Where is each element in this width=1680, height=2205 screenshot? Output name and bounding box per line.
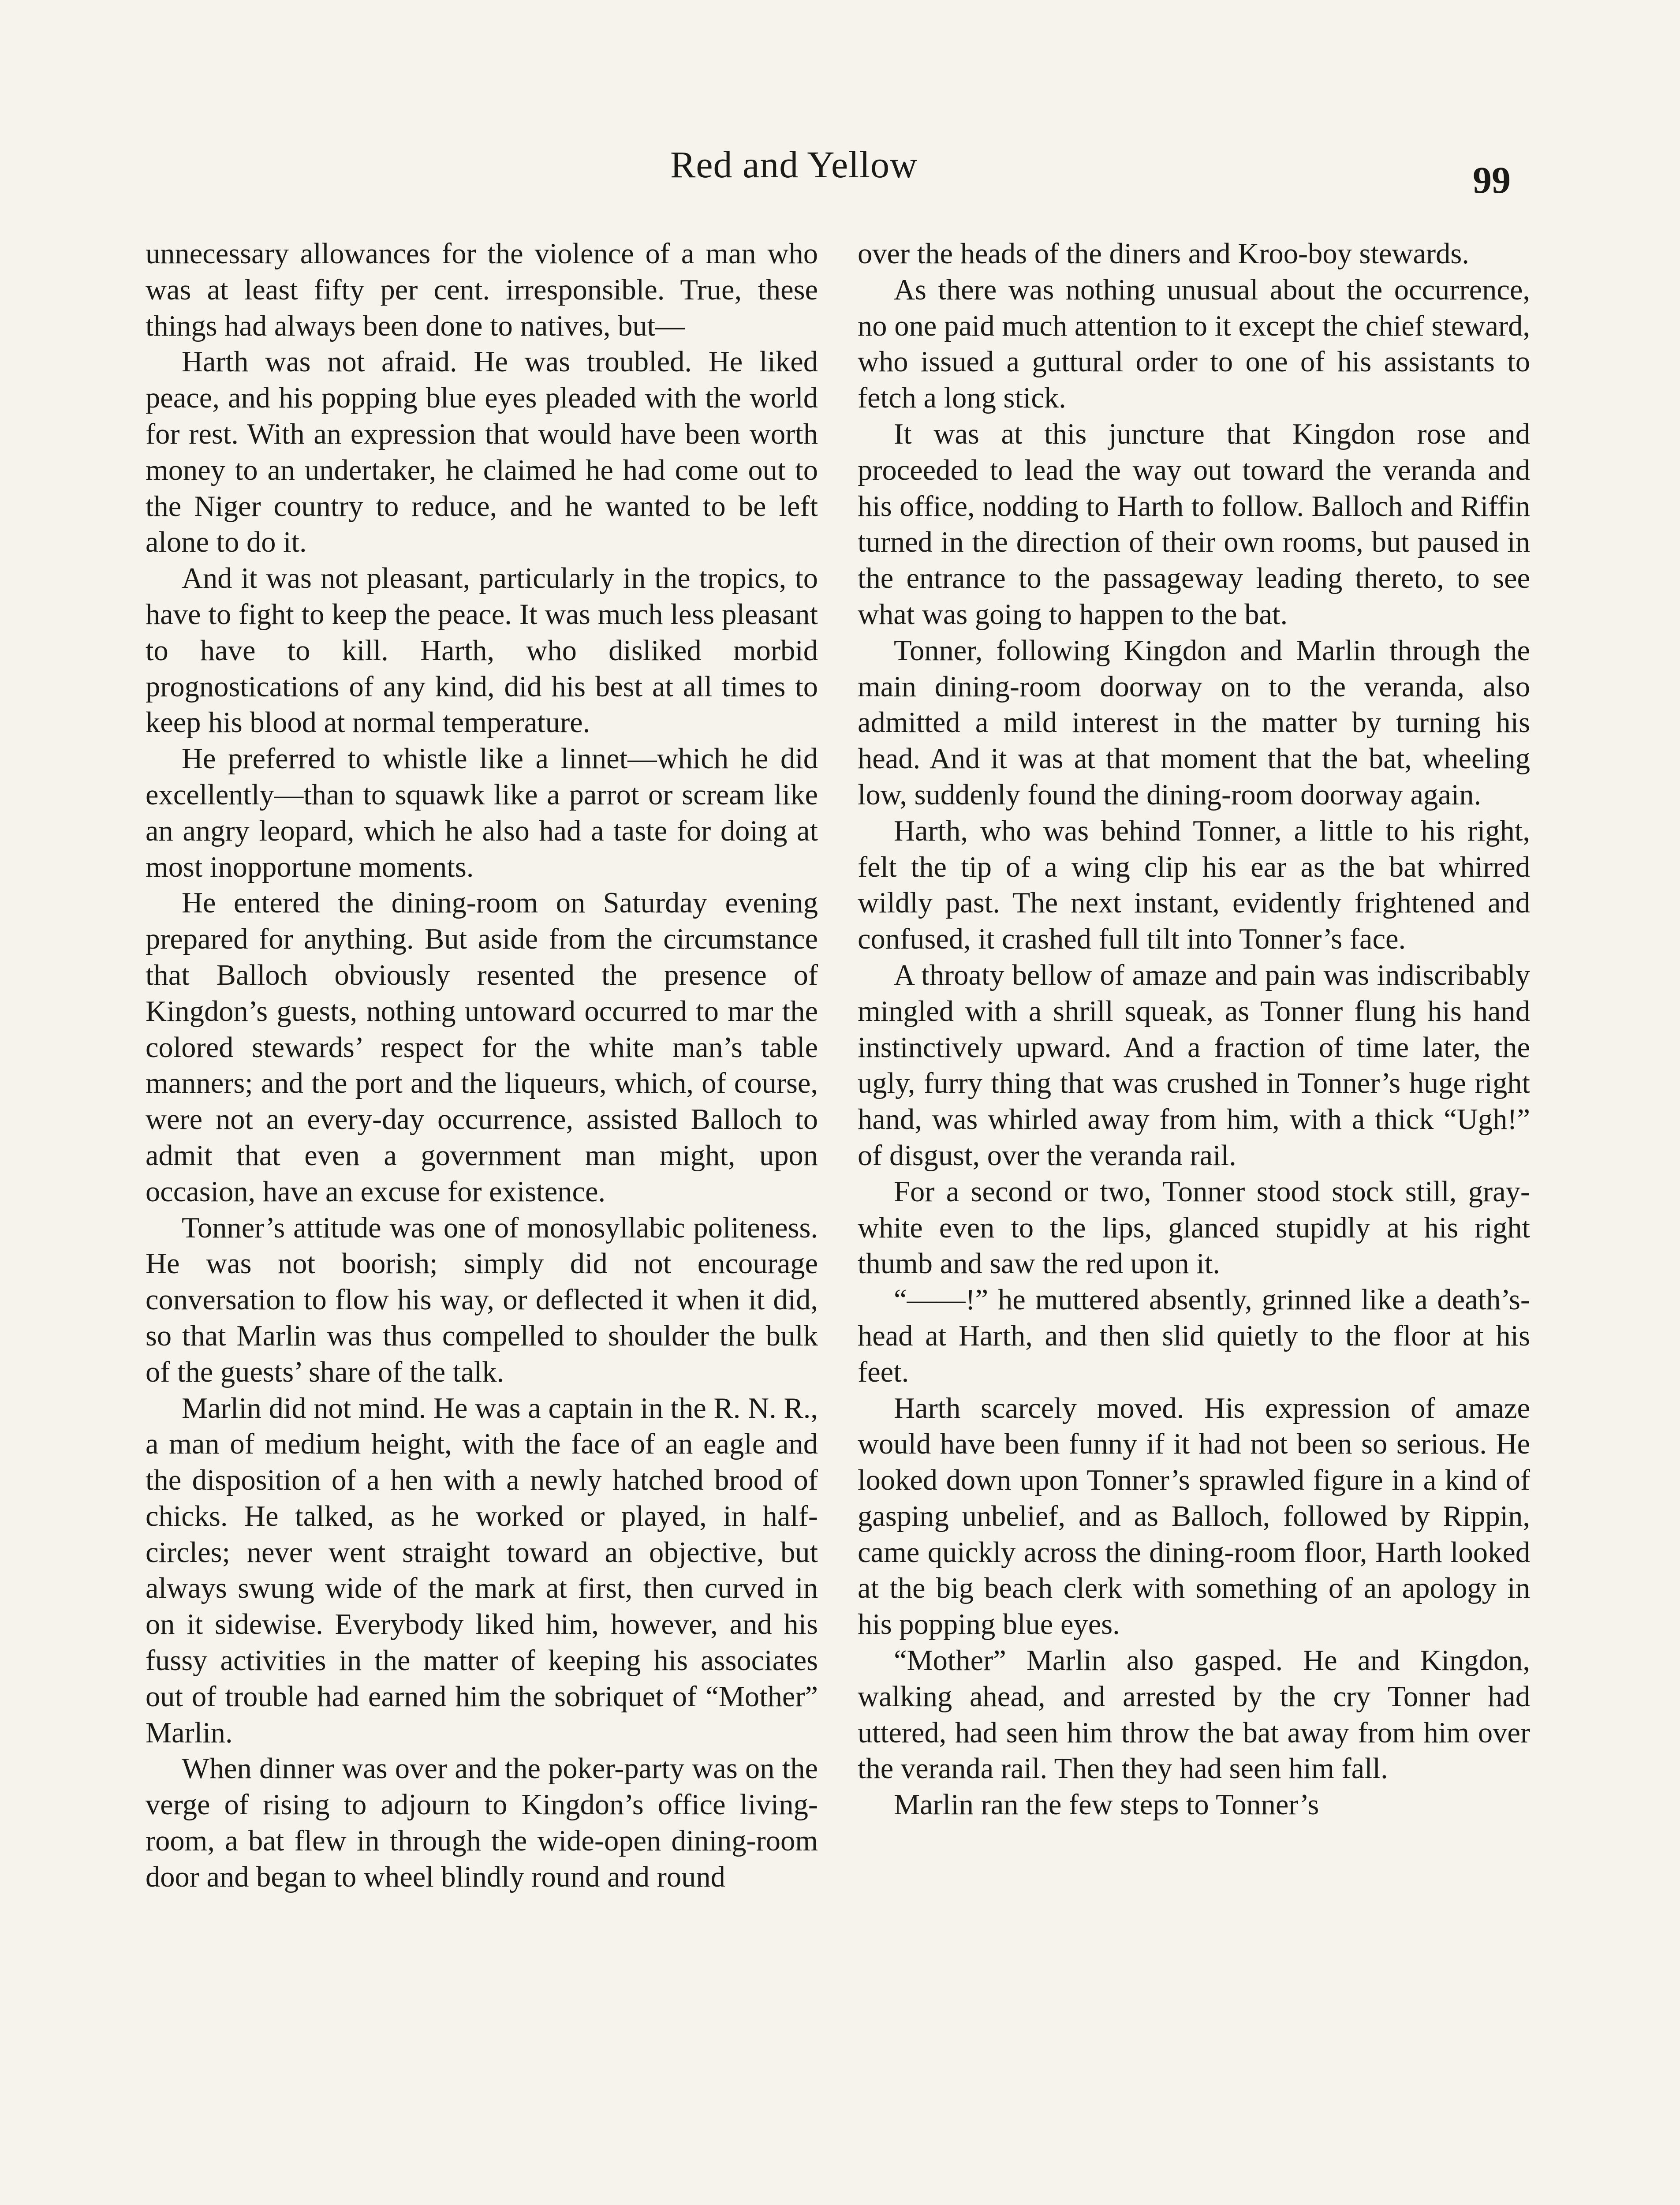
- right-column: [858, 236, 1530, 1823]
- paragraph: unnecessary allowances for the violence of a man who was at least fifty per cent. irresponsible. True, these things had always been done to natives, but—: [146, 238, 818, 342]
- paragraph: It was at this juncture that Kingdon rose and proceeded to lead the way out toward the veranda and his office, nodding to Harth to follow. Balloch and Riffin turned in the direction of their own rooms, but paused in the entrance to the passageway leading thereto, to see what was going to happen to the bat.: [858, 418, 1530, 631]
- paragraph: He preferred to whistle like a linnet—which he did excellently—than to squawk like a parrot or scream like an angry leopard, which he also had a taste for doing at most inopportune moments.: [146, 743, 818, 883]
- paragraph: “Mother” Marlin also gasped. He and Kingdon, walking ahead, and arrested by the cry Tonner had uttered, had seen him throw the bat away from him over the veranda rail. Then they had seen him fall.: [858, 1644, 1530, 1785]
- page-number: 99: [1473, 159, 1511, 201]
- paragraph: And it was not pleasant, particularly in the tropics, to have to fight to keep the peace. It was much less pleasant to have to kill. Harth, who disliked morbid prognostications of any kind, did his best at all times to keep his blood at normal temperature.: [146, 562, 818, 739]
- paragraph: Marlin ran the few steps to Tonner’s: [894, 1789, 1319, 1821]
- paragraph: As there was nothing unusual about the occurrence, no one paid much attention to it except the chief steward, who issued a guttural order to one of his assistants to fetch a long stick.: [858, 273, 1530, 415]
- left-column: [146, 236, 818, 1895]
- paragraph: Harth, who was behind Tonner, a little to his right, felt the tip of a wing clip his ear as the bat whirred wildly past. The next instant, evidently frightened and confused, it crashed full tilt into Tonner’s face.: [858, 815, 1530, 956]
- paragraph: over the heads of the diners and Kroo-boy stewards.: [858, 238, 1469, 270]
- paragraph: Harth was not afraid. He was troubled. He liked peace, and his popping blue eyes pleaded with the world for rest. With an expression that would have been worth money to an undertaker, he claimed he had come out to the Niger country to reduce, and he wanted to be left alone to do it.: [146, 346, 818, 559]
- paragraph: “——!” he muttered absently, grinned like a death’s-head at Harth, and then slid quietly to the floor at his feet.: [858, 1284, 1530, 1388]
- paragraph: For a second or two, Tonner stood stock still, gray-white even to the lips, glanced stupidly at his right thumb and saw the red upon it.: [858, 1175, 1530, 1280]
- paragraph: Marlin did not mind. He was a captain in the R. N. R., a man of medium height, with the face of an eagle and the disposition of a hen with a newly hatched brood of chicks. He talked, as he worked or played, in half-circles; never went straight toward an objective, but always swung wide of the mark at first, then curved in on it sidewise. Everybody liked him, however, and his fussy activities in the matter of keeping his associates out of trouble had earned him the sobriquet of “Mother” Marlin.: [146, 1392, 818, 1749]
- paragraph: Tonner, following Kingdon and Marlin through the main dining-room doorway on to the veranda, also admitted a mild interest in the matter by turning his head. And it was at that moment that the bat, wheeling low, suddenly found the dining-room doorway again.: [858, 634, 1530, 811]
- paragraph: Tonner’s attitude was one of monosyllabic politeness. He was not boorish; simply did not encourage conversation to flow his way, or deflected it when it did, so that Marlin was thus compelled to shoulder the bulk of the guests’ share of the talk.: [146, 1211, 818, 1388]
- running-title: Red and Yellow: [670, 143, 918, 186]
- paragraph: Harth scarcely moved. His expression of amaze would have been funny if it had not been so serious. He looked down upon Tonner’s sprawled figure in a kind of gasping unbelief, and as Balloch, followed by Rippin, came quickly across the dining-room floor, Harth looked at the big beach clerk with something of an apology in his popping blue eyes.: [858, 1392, 1530, 1641]
- paragraph: A throaty bellow of amaze and pain was indiscribably mingled with a shrill squeak, as Tonner flung his hand instinctively upward. And a fraction of time later, the ugly, furry thing that was crushed in Tonner’s huge right hand, was whirled away from him, with a thick “Ugh!” of disgust, over the veranda rail.: [858, 959, 1530, 1172]
- paragraph: When dinner was over and the poker-party was on the verge of rising to adjourn to Kingdon’s office living-room, a bat flew in through the wide-open dining-room door and began to wheel blindly round and round: [146, 1753, 818, 1893]
- paragraph: He entered the dining-room on Saturday evening prepared for anything. But aside from the circumstance that Balloch obviously resented the presence of Kingdon’s guests, nothing untoward occurred to mar the colored stewards’ respect for the white man’s table manners; and the port and the liqueurs, which, of course, were not an every-day occurrence, assisted Balloch to admit that even a government man might, upon occasion, have an excuse for existence.: [146, 887, 818, 1208]
